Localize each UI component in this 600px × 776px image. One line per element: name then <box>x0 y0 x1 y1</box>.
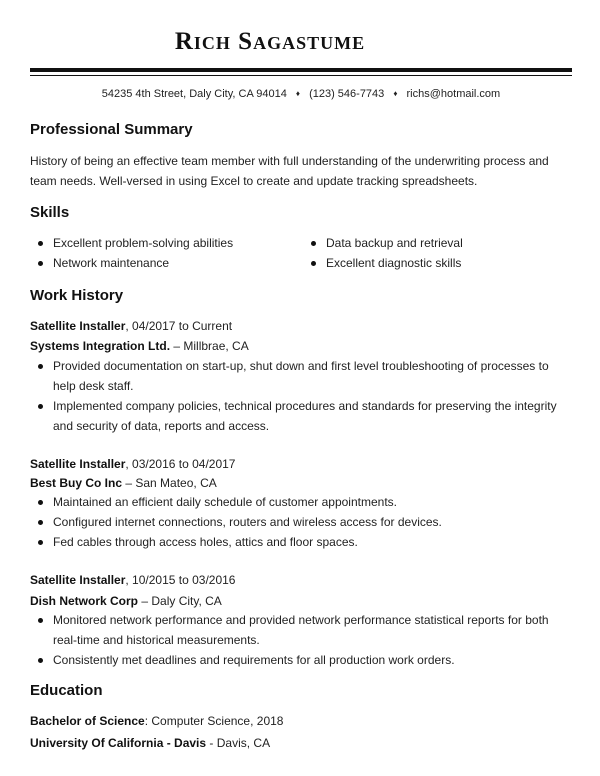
bullet-icon <box>38 520 43 525</box>
education-degree: Bachelor of Science <box>30 714 145 728</box>
job-bullet: Maintained an efficient daily schedule of customer appointments. <box>38 492 570 512</box>
job-company-line <box>30 336 249 356</box>
skill-item: Data backup and retrieval <box>311 233 571 253</box>
job-location: – San Mateo, CA <box>122 476 217 490</box>
bullet-icon <box>38 540 43 545</box>
job-title-line <box>30 570 235 590</box>
bullet-icon <box>38 618 43 623</box>
job-company-line <box>30 473 217 493</box>
job-bullet: Monitored network performance and provided network performance statistical reports for both real-time and historical measurements. <box>38 610 570 650</box>
skill-item: Excellent diagnostic skills <box>311 253 571 273</box>
contact-email[interactable]: richs@hotmail.com <box>406 88 501 100</box>
section-title-work: Work History <box>30 287 124 304</box>
job-bullet: Configured internet connections, routers and wireless access for devices. <box>38 512 570 532</box>
job-dates: , 04/2017 to Current <box>125 319 233 333</box>
education-school: University Of California - Davis <box>30 736 207 750</box>
bullet-icon <box>38 241 43 246</box>
job-company: Systems Integration Ltd. <box>30 339 171 353</box>
education-field: : Computer Science, 2018 <box>144 714 284 728</box>
job-title-line <box>30 316 232 336</box>
job-role: Satellite Installer <box>30 573 126 587</box>
header-rule-thick <box>30 68 572 72</box>
job-location: – Daly City, CA <box>138 594 222 608</box>
job-role: Satellite Installer <box>30 457 126 471</box>
education-location: - Davis, CA <box>206 736 271 750</box>
summary-text: History of being an effective team member with full understanding of the underwriting process and team needs. Well-versed in using Excel to create and update tracking spreadsheets. <box>30 154 549 188</box>
skill-item: Network maintenance <box>38 253 298 273</box>
bullet-icon <box>311 261 316 266</box>
job-company: Dish Network Corp <box>30 594 139 608</box>
job-role: Satellite Installer <box>30 319 126 333</box>
job-dates: , 03/2016 to 04/2017 <box>125 457 236 471</box>
header-rule-thin <box>30 75 572 76</box>
contact-separator: ♦ <box>393 89 398 98</box>
contact-line <box>30 88 572 100</box>
bullet-icon <box>38 404 43 409</box>
job-title-line <box>30 454 235 474</box>
skill-item: Excellent problem-solving abilities <box>38 233 298 253</box>
bullet-icon <box>38 658 43 663</box>
section-title-skills: Skills <box>30 204 70 221</box>
job-bullet: Fed cables through access holes, attics and floor spaces. <box>38 532 570 552</box>
job-company-line <box>30 591 222 611</box>
job-bullet: Consistently met deadlines and requirements for all production work orders. <box>38 650 570 670</box>
bullet-icon <box>311 241 316 246</box>
contact-address: 54235 4th Street, Daly City, CA 94014 <box>101 88 287 100</box>
job-location: – Millbrae, CA <box>170 339 249 353</box>
resume-name: Rich Sagastume <box>174 28 366 55</box>
job-bullet: Provided documentation on start-up, shut down and first level troubleshooting of processes to help desk staff. <box>38 356 570 396</box>
bullet-icon <box>38 364 43 369</box>
bullet-icon <box>38 261 43 266</box>
section-title-education: Education <box>30 682 103 699</box>
education-school-line <box>30 733 270 753</box>
job-company: Best Buy Co Inc <box>30 476 123 490</box>
job-dates: , 10/2015 to 03/2016 <box>125 573 236 587</box>
bullet-icon <box>38 500 43 505</box>
section-title-summary: Professional Summary <box>30 121 193 138</box>
education-degree-line <box>30 711 283 731</box>
job-bullet: Implemented company policies, technical procedures and standards for preserving the integrity and security of data, reports and access. <box>38 396 570 436</box>
contact-separator: ♦ <box>295 89 300 98</box>
contact-phone: (123) 546-7743 <box>309 88 385 100</box>
